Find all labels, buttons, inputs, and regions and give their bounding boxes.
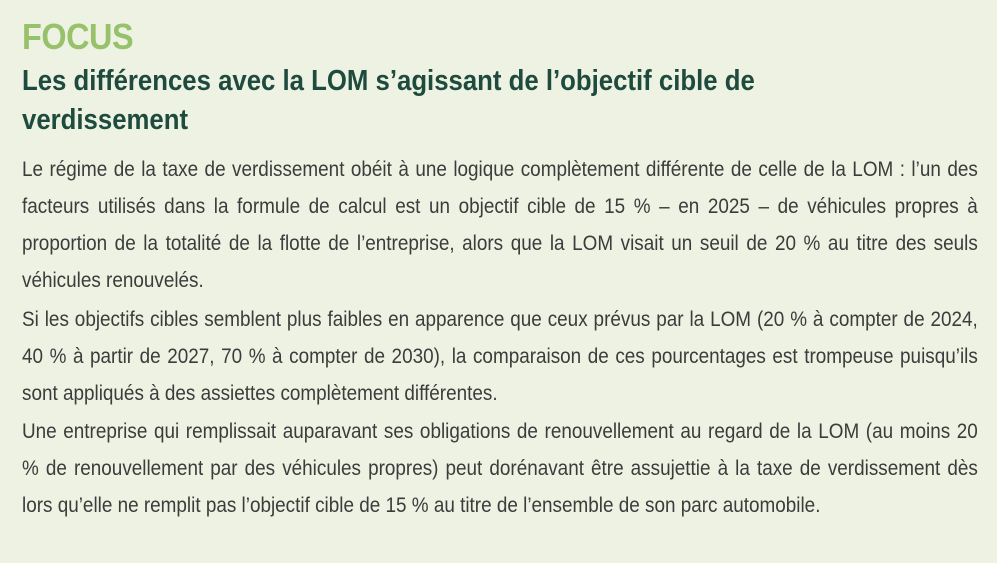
- paragraph-2: Si les objectifs cibles semblent plus faibles en apparence que ceux prévus par la LOM (20 % à compter de 2024, 40 % à partir de 2027, 70 % à compter de 2030), la comparaison de ces pourcentages est trompeuse puisqu’ils sont appliqués à des assiettes complètement différentes.: [22, 308, 978, 405]
- focus-title: Les différences avec la LOM s’agissant de l’objectif cible de verdissement: [22, 65, 755, 136]
- paragraph-3: Une entreprise qui remplissait auparavant ses obligations de renouvellement au regard de la LOM (au moins 20 % de renouvellement par des véhicules propres) peut dorénavant être assujettie à la taxe de verdissement dès lors qu’elle ne remplit pas l’objectif cible de 15 % au titre de l’ensemble de son parc automobile.: [22, 420, 978, 517]
- paragraph-1: Le régime de la taxe de verdissement obéit à une logique complètement différente de celle de la LOM : l’un des facteurs utilisés dans la formule de calcul est un objectif cible de 15 % – en 2025 – de véhicules propres à proportion de la totalité de la flotte de l’entreprise, alors que la LOM visait un seuil de 20 % au titre des seuls véhicules renouvelés.: [22, 158, 978, 292]
- focus-label: FOCUS: [22, 16, 134, 57]
